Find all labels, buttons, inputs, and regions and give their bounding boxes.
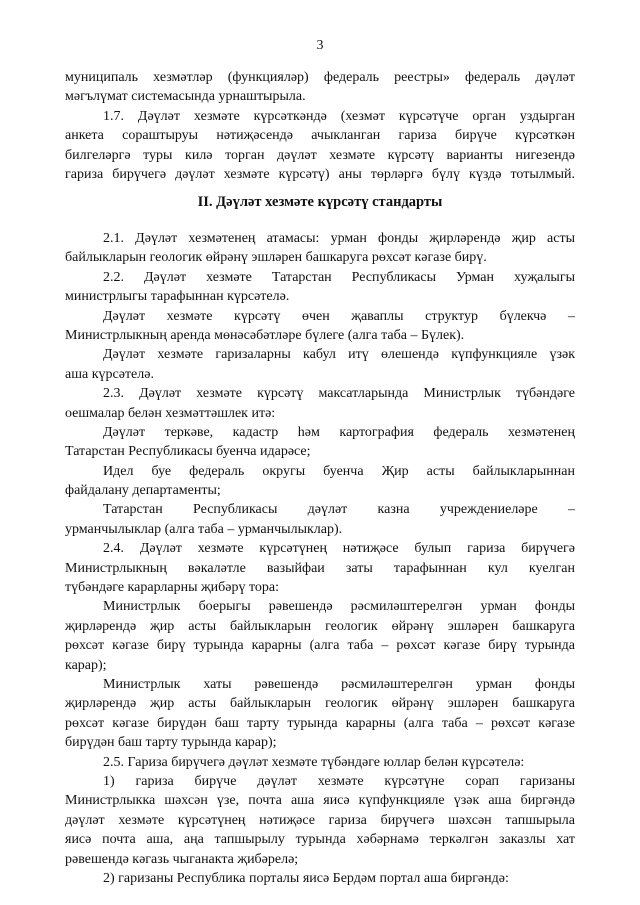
text-line: муниципаль хезмәтләр (функцияләр) федераль реестры» федераль дәүләт bbox=[65, 70, 575, 85]
text-line: җирләрендә җир асты байлыкларын геологик өйрәнү эшләрен башкаруга bbox=[65, 696, 575, 712]
text-line: аша күрсәтелә. bbox=[65, 366, 154, 382]
text-line: 2.4. Дәүләт хезмәте күрсәтүнең нәтиҗәсе булып гариза бирүчегә bbox=[103, 541, 575, 557]
text-line: 2.3. Дәүләт хезмәте күрсәтү максатларында Министрлык түбәндәге bbox=[103, 386, 575, 402]
text-line: 2.5. Гариза бирүчегә дәүләт хезмәте түбәндәге юллар белән күрсәтелә: bbox=[103, 754, 525, 770]
text-line: файдалану департаменты; bbox=[65, 483, 221, 499]
text-line: Дәүләт хезмәте күрсәтү өчен җаваплы структур бүлекчә – bbox=[103, 308, 575, 324]
text-line: Министрлыкның вәкаләтле вазыйфаи заты тарафыннан кул куелган bbox=[65, 560, 575, 576]
text-line: гариза бирүчегә дәүләт хезмәте күрсәтү) аны төрләргә бүлү күздә тотылмый. bbox=[65, 166, 575, 182]
text-line: җирләрендә җир асты байлыкларын геологик өйрәнү эшләрен башкаруга bbox=[65, 618, 575, 634]
text-line: карар); bbox=[65, 657, 107, 673]
text-line: мәгълүмат системасында урнаштырыла. bbox=[65, 89, 306, 105]
text-line: рөхсәт кәгазе бирү турында карарны (алга таба – рөхсәт кәгазе бирү турында bbox=[65, 638, 575, 654]
text-line: байлыкларын геологик өйрәнү эшләрен башкаруга рөхсәт кәгазе бирү. bbox=[65, 250, 487, 266]
text-line: Министрлык боерыгы рәвешендә рәсмиләштерелгән урман фонды bbox=[103, 599, 575, 615]
text-line: дәүләт хезмәте күрсәтүнең нәтиҗәсе гариза бирүчегә шәхсән тапшырыла bbox=[65, 812, 575, 828]
text-line: Идел буе федераль округы буенча Җир асты байлыкларыннан bbox=[103, 463, 575, 479]
page-number: 3 bbox=[316, 38, 324, 53]
text-line: урманчылыклар (алга таба – урманчылыклар). bbox=[65, 521, 343, 537]
text-line: рөхсәт кәгазе бирүдән баш тарту турында карарны (алга таба – рөхсәт кәгазе bbox=[65, 715, 575, 731]
text-line: рәвешендә кәгазь чыганакта җибәрелә; bbox=[65, 851, 299, 867]
text-line: 2) гаризаны Республика порталы яисә Бердәм портал аша биргәндә: bbox=[103, 870, 509, 886]
text-line: яисә почта аша, аңа тапшырылу турында хәбәрнамә теркәлгән заказлы хат bbox=[65, 832, 575, 848]
text-line: билгеләргә туры килә торган дәүләт хезмәте күрсәтү варианты нигезендә bbox=[65, 147, 575, 163]
text-line: министрлыгы тарафыннан күрсәтелә. bbox=[65, 289, 290, 305]
text-line: 1.7. Дәүләт хезмәте күрсәткәндә (хезмәт күрсәтүче орган уздырган bbox=[103, 108, 575, 124]
text-line: 2.1. Дәүләт хезмәтенең атамасы: урман фонды җирләрендә җир асты bbox=[103, 231, 575, 246]
text-line: анкета сораштыруы нәтиҗәсендә ачыкланган гариза бирүче күрсәткән bbox=[65, 128, 575, 144]
section-heading: II. Дәүләт хезмәте күрсәтү стандарты bbox=[197, 194, 443, 210]
text-line: Дәүләт хезмәте гаризаларны кабул итү өлешендә күпфункцияле үзәк bbox=[103, 347, 575, 363]
body-text bbox=[65, 229, 575, 888]
text-line: 1) гариза бирүче дәүләт хезмәте күрсәтүне сорап гаризаны bbox=[103, 773, 575, 789]
intro-text bbox=[65, 68, 575, 184]
text-line: 2.2. Дәүләт хезмәте Татарстан Республикасы Урман хуҗалыгы bbox=[103, 269, 575, 285]
text-line: Татарстан Республикасы буенча идарәсе; bbox=[65, 444, 311, 460]
text-line: Министрлык хаты рәвешендә рәсмиләштерелгән урман фонды bbox=[103, 676, 575, 692]
text-line: түбәндәге карарларны җибәрү тора: bbox=[65, 580, 280, 596]
text-line: бирүдән баш тарту турында карар); bbox=[65, 735, 277, 751]
text-line: оешмалар белән хезмәттәшлек итә: bbox=[65, 405, 276, 421]
text-line: Министрлыкның аренда мөнәсәбәтләре бүлеге (алга таба – Бүлек). bbox=[65, 327, 465, 343]
text-line: Дәүләт теркәве, кадастр һәм картография федераль хезмәтенең bbox=[103, 424, 575, 440]
text-line: Министрлыкка шәхсән үзе, почта аша яисә күпфункцияле үзәк аша биргәндә bbox=[65, 793, 575, 809]
text-line: Татарстан Республикасы дәүләт казна учреждениеләре – bbox=[103, 502, 575, 518]
